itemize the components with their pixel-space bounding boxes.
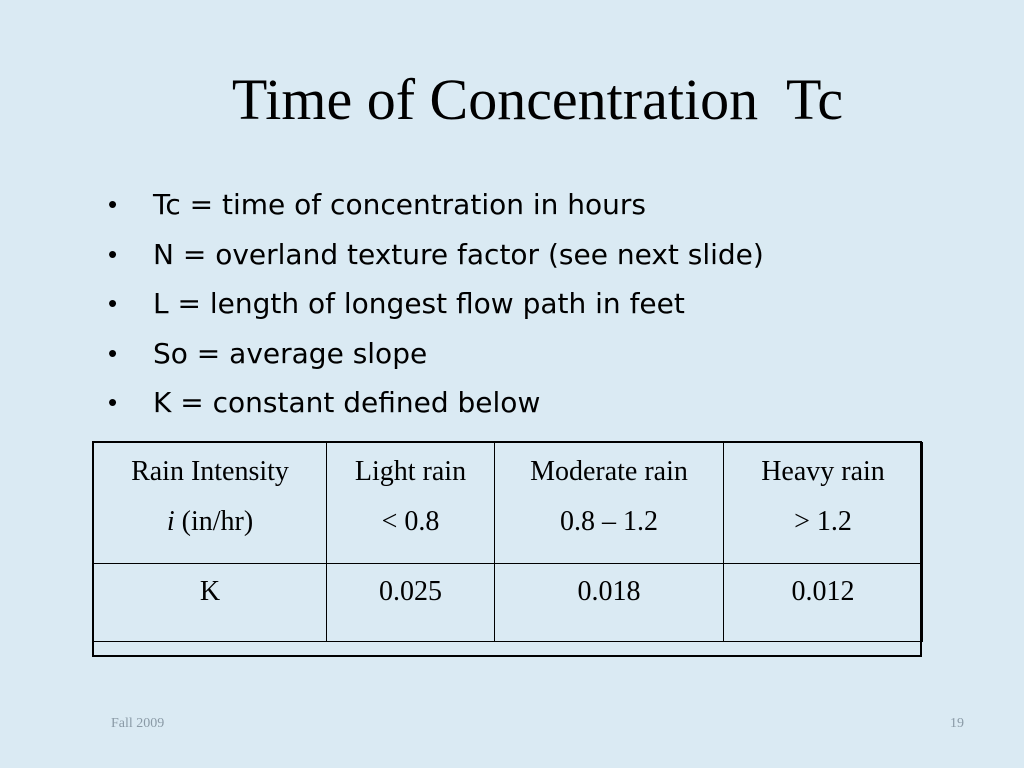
bullet-text: K = constant defined below [153,386,541,419]
header-range: 0.8 – 1.2 [560,506,658,537]
rain-intensity-table [93,442,923,642]
header-cell-light-rain [327,443,495,564]
table-row-k [94,564,923,642]
header-unit [96,497,324,547]
header-label: Heavy rain [761,456,885,487]
header-cell-moderate-rain [495,443,724,564]
row-label-k: K [94,564,327,642]
bullet-dot: • [108,337,118,368]
header-label: Light rain [354,456,467,487]
slide-number: 19 [950,716,964,731]
header-label: Rain Intensity [131,456,289,487]
bullet-text: So = average slope [153,336,428,370]
bullet-item [108,378,988,428]
bullet-dot: • [108,238,118,269]
slide-title: Time of Concentration Tc [231,67,844,132]
header-label: Moderate rain [530,456,688,487]
table-header-row [94,443,923,564]
k-value-heavy: 0.012 [724,564,923,642]
bullet-dot: • [108,189,118,219]
bullet-item [108,329,988,379]
footer-date: Fall 2009 [111,716,165,731]
intensity-unit: (in/hr) [174,506,254,537]
bullet-list [108,180,988,428]
intensity-symbol: i [166,506,175,537]
bullet-item [108,279,988,329]
header-cell-heavy-rain [724,443,923,564]
bullet-item [108,180,988,230]
k-value-light: 0.025 [327,564,495,642]
header-cell-rain-intensity [94,443,327,564]
bullet-item [108,230,988,280]
bullet-text: L = length of longest flow path in feet [153,287,685,320]
header-range: > 1.2 [794,506,852,537]
k-value-moderate: 0.018 [495,564,724,642]
bullet-text: Tc = time of concentration in hours [153,188,647,221]
bullet-dot: • [108,387,118,417]
header-range: < 0.8 [381,506,440,537]
bullet-dot: • [108,288,118,318]
bullet-text: N = overland texture factor (see next slide) [153,237,764,271]
